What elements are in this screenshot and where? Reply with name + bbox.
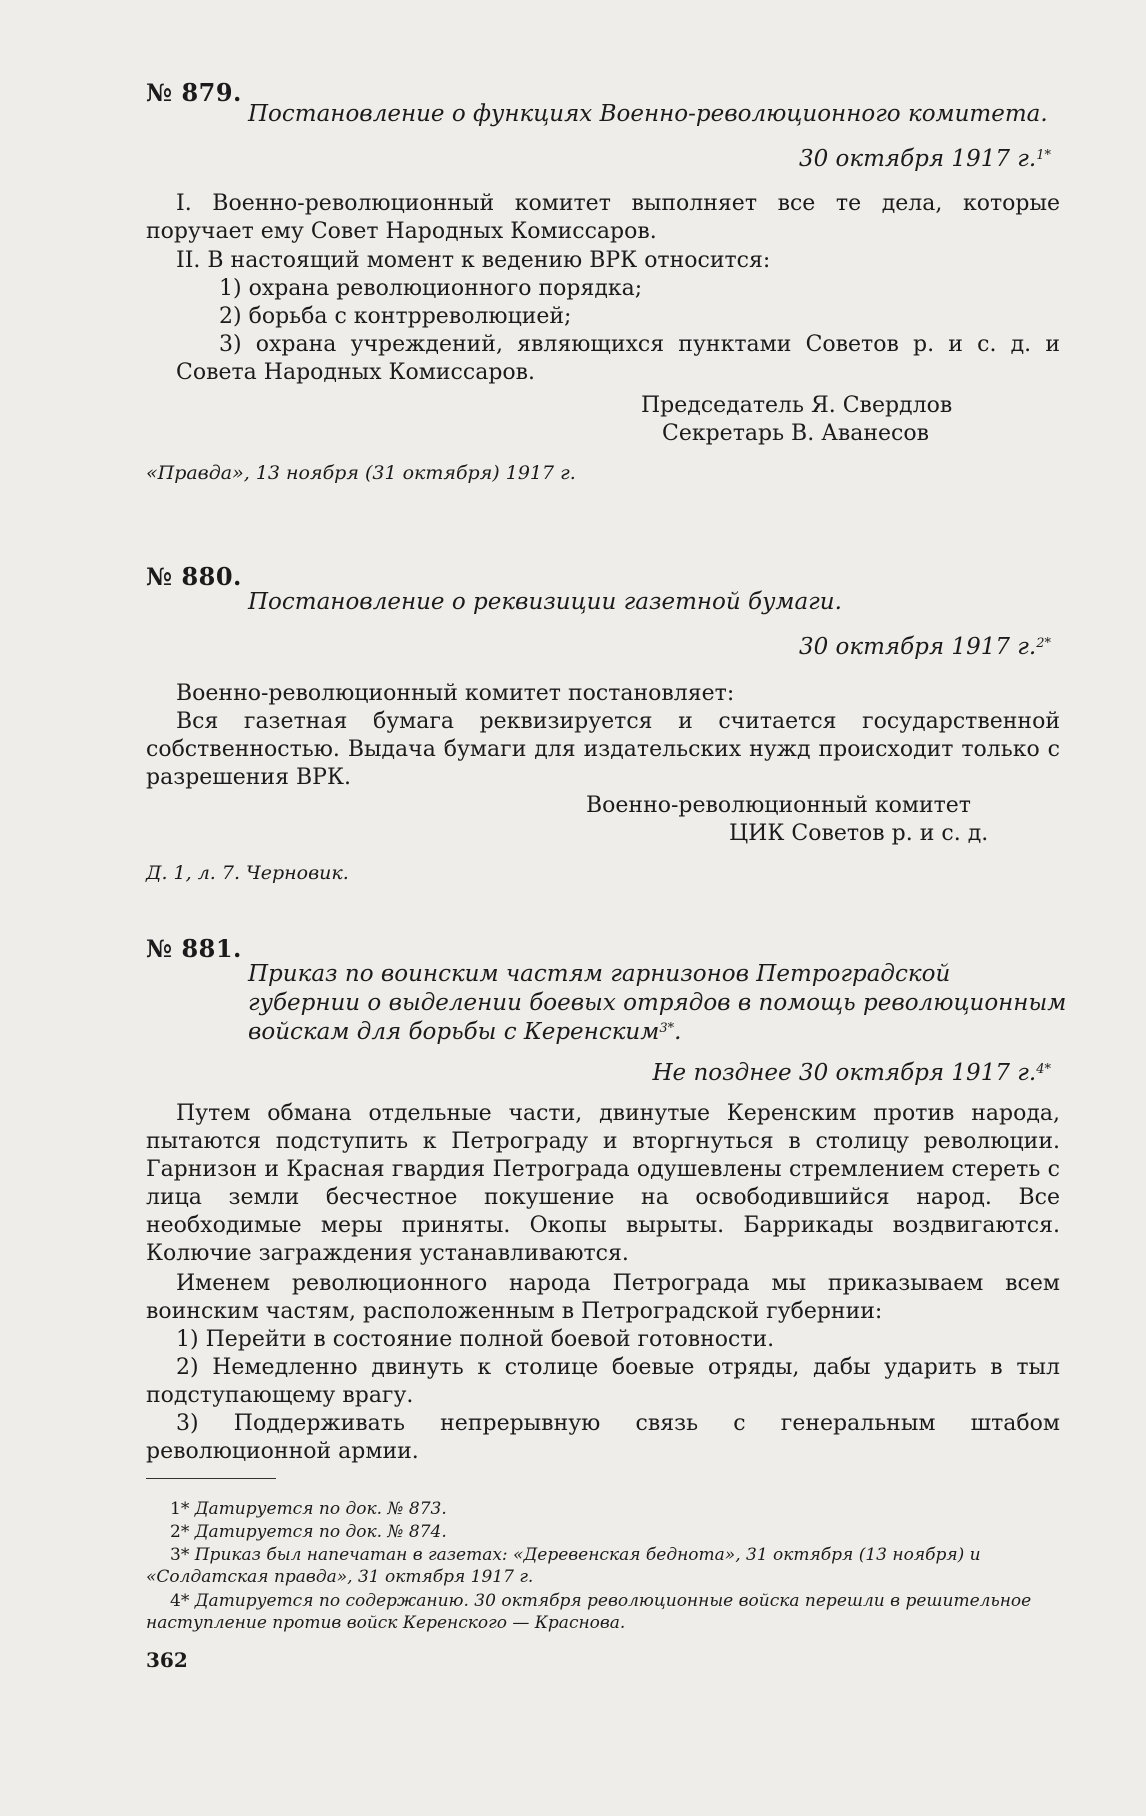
doc-880-signature-cik: ЦИК Советов р. и с. д. (729, 821, 989, 846)
doc-880-para-2: Вся газетная бумага реквизируется и считается государственной собственностью. Выдача бумаги для издательских нужд происходит только с разрешения ВРК. (146, 709, 1060, 790)
doc-879-item-3: 3) охрана учреждений, являющихся пунктами Советов р. и с. д. и Совета Народных Комиссаров. (176, 332, 1060, 385)
doc-881-para-2: Именем революционного народа Петрограда мы приказываем всем воинским частям, расположенным в Петроградской губернии: (146, 1271, 1060, 1324)
doc-880-para-1: Военно-революционный комитет постановляет: (176, 681, 735, 706)
footnote-2: 2* Датируется по док. № 874. (170, 1522, 447, 1542)
doc-880-signature-committee: Военно-революционный комитет (586, 793, 971, 818)
doc-881-date: Не позднее 30 октября 1917 г.$^{4*}$ (652, 1060, 1051, 1086)
doc-879-item-2: 2) борьба с контрреволюцией; (219, 304, 572, 329)
doc-879-date: 30 октября 1917 г.$^{1*}$ (798, 146, 1051, 172)
doc-880-date: 30 октября 1917 г.$^{2*}$ (798, 634, 1051, 660)
doc-879-signature-chairman: Председатель Я. Свердлов (641, 393, 953, 418)
footnote-ref[interactable]: 4* (1036, 1062, 1051, 1077)
footnote-ref[interactable]: 2* (1036, 636, 1051, 651)
footnote-ref[interactable]: 3* (659, 1021, 675, 1036)
doc-879-para-1: I. Военно-революционный комитет выполняет все те дела, которые поручает ему Совет Народных Комиссаров. (146, 191, 1060, 244)
doc-881-para-1: Путем обмана отдельные части, двинутые Керенским против народа, пытаются подступить к Петрограду и вторгнуться в столицу революции. Гарнизон и Красная гвардия Петрограда одушевлены стремлением стереть с лица земли бесчестное покушение на освободившийся народ. Все необходимые меры приняты. Окопы вырыты. Баррикады воздвигаются. Колючие заграждения устанавливаются. (146, 1101, 1060, 1266)
footnote-divider (146, 1478, 276, 1479)
doc-880-number: № 880. (146, 562, 242, 591)
doc-881-item-2: 2) Немедленно двинуть к столице боевые отряды, дабы ударить в тыл подступающему врагу. (146, 1355, 1060, 1408)
doc-879-item-1: 1) охрана революционного порядка; (219, 276, 643, 301)
doc-879-para-2: II. В настоящий момент к ведению ВРК относится: (176, 248, 771, 273)
doc-879-number: № 879. (146, 78, 242, 107)
doc-881-item-1: 1) Перейти в состояние полной боевой готовности. (176, 1327, 775, 1352)
doc-881-title: Приказ по воинским частям гарнизонов Петроградской губернии о выделении боевых отрядов в помощь революционным войскам для борьбы с Керенским$^{3*}$. (248, 961, 1067, 1045)
doc-881-item-3: 3) Поддерживать непрерывную связь с генеральным штабом революционной армии. (146, 1411, 1060, 1464)
doc-879-signature-secretary: Секретарь В. Аванесов (662, 421, 929, 446)
doc-880-source: Д. 1, л. 7. Черновик. (146, 862, 349, 884)
footnote-4: 4* Датируется по содержанию. 30 октября революционные войска перешли в решительное наступление против войск Керенского — Краснова. (146, 1591, 1032, 1633)
footnote-ref[interactable]: 1* (1036, 148, 1051, 163)
footnote-3: 3* Приказ был напечатан в газетах: «Деревенская беднота», 31 октября (13 ноября) и «Солдатская правда», 31 октября 1917 г. (146, 1545, 981, 1587)
doc-880-title: Постановление о реквизиции газетной бумаги. (248, 589, 842, 615)
footnote-1: 1* Датируется по док. № 873. (170, 1499, 447, 1519)
doc-879-source: «Правда», 13 ноября (31 октября) 1917 г. (146, 462, 576, 484)
doc-879-title: Постановление о функциях Военно-революционного комитета. (248, 101, 1048, 127)
page-number: 362 (146, 1648, 188, 1672)
doc-881-number: № 881. (146, 934, 242, 963)
